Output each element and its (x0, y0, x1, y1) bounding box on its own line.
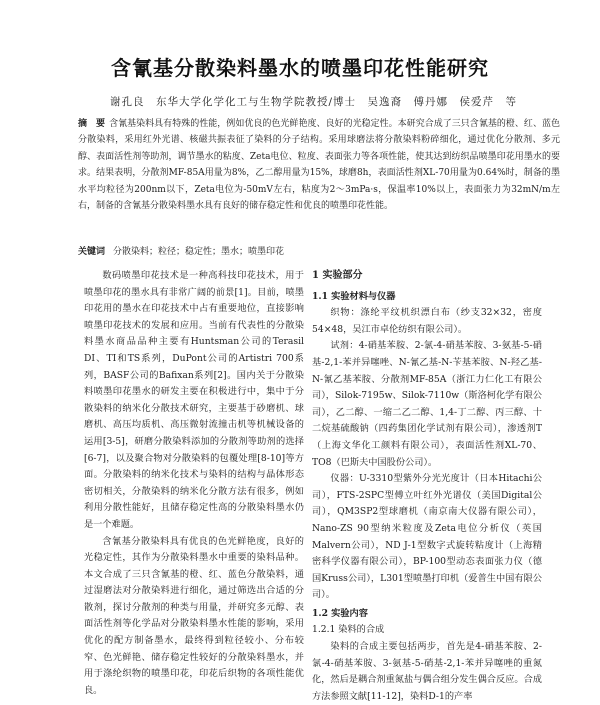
keywords (78, 244, 560, 257)
fabric-paragraph: 织物：涤纶平纹机织漂白布（纱支32×32，密度54×48，吴江市卓伦纺织有限公司）。 (312, 307, 542, 335)
synthesis-paragraph: 染料的合成主要包括两步，首先是4-硝基苯胺、2-氯-4-硝基苯胺、3-氨基-5-硝基-2,1-苯并异噻唑的重氮化，然后是耦合剂重氮盐与偶合组分发生偶合反应。合成方法参照文献[11-12]，染料D-1的产率 (312, 641, 542, 702)
paper-title: 含氰基分散染料墨水的喷墨印花性能研究 (111, 56, 489, 80)
subsubsection-heading-synthesis: 1.2.1 染料的合成 (312, 624, 385, 636)
intro-paragraph-1: 数码喷墨印花技术是一种高科技印花技术，用于喷墨印花的墨水具有非常广阔的前景[1]。目前，喷墨印花用的墨水在印花技术中占有重要地位，直接影响喷墨印花技术的发展和应用。当前有代表性的分散染料墨水商品品种主要有Huntsman公司的Terasil DI、TI和TS系列，DuPont公司的Artistri 700系列，BASF公司的Bafixan系列[2]。国内关于分散染料喷墨印花墨水的研发主要在积极进行中，集中于分散染料的纳米化分散技术研究，主要基于砂磨机、球磨机、高压均质机、高压微射流撞击机等机械设备的运用[3-5]，研磨分散染料添加的分散剂等助剂的选择[6-7]，以及聚合物对分散染料的包覆处理[8-10]等方面。分散染料的纳米化技术与染料的结构与晶体形态密切相关，分散染料的纳米化分散方法有很多，例如利用分散性能好，且储存稳定性高的分散染料墨水仍是一个难题。 (84, 270, 304, 530)
abstract-text: 含氰基染料具有特殊的性能，例如优良的色光鲜艳度、良好的光稳定性。本研究合成了三只含氰基的橙、红、蓝色分散染料，采用红外光谱、核磁共振表征了染料的分子结构。采用球磨法将分散染料粉碎细化，通过优化分散剂、多元醇、表面活性剂等助剂，调节墨水的粘度、Zeta电位、粒度、表面张力等各项性能，使其达到纺织品喷墨印花用墨水的要求。结果表明，分散剂MF-85A用量为8%，乙二醇用量为15%，球磨8h，表面活性剂XL-70用量为0.64%时，制备的墨水平均粒径为200nm以下，Zeta电位为-50mV左右，粘度为2～3mPa·s，保温率10%以上，表面张力为32mN/m左右，制备的含氰基分散染料墨水具有良好的储存稳定性和优良的喷墨印花性能。 (78, 119, 560, 212)
abstract-label: 摘 要 (78, 119, 106, 129)
subsection-heading-materials: 1.1 实验材料与仪器 (312, 290, 396, 302)
instruments-paragraph: 仪器：U-3310型紫外分光光度计（日本Hitachi公司），FTS-2SPC型傅立叶红外光谱仪（美国Digital公司），QM3SP2型球磨机（南京南大仪器有限公司），Nano-ZS 90型纳米粒度及Zeta电位分析仪（英国Malvern公司），ND J-1型数字式旋转粘度计（上海精密科学仪器有限公司），BP-100型动态表面张力仪（德国Kruss公司），L301型喷墨打印机（爱普生中国有限公司）。 (312, 473, 542, 601)
keywords-label: 关键词 (78, 247, 106, 257)
intro-paragraph-2: 含氰基分散染料具有优良的色光鲜艳度，良好的光稳定性，其作为分散染料墨水中重要的染料品种。本文合成了三只含氰基的橙、红、蓝色分散染料，通过湿磨法对分散染料进行细化，通过筛选出合适的分散剂，探讨分散剂的种类与用量，并研究多元醇、表面活性剂等化学品对分散染料墨水性能的影响，采用优化的配方制备墨水，最终得到粒径较小、分布较窄、色光鲜艳、储存稳定性较好的分散染料墨水，并用于涤纶织物的喷墨印花，印花后织物的各项性能优良。 (84, 535, 304, 696)
left-column (84, 268, 304, 699)
reagents-paragraph: 试剂：4-硝基苯胺、2-氯-4-硝基苯胺、3-氨基-5-硝基-2,1-苯并异噻唑、N-氰乙基-N-苄基苯胺、N-羟乙基-N-氰乙基苯胺、分散剂MF-85A（浙江力仁化工有限公司），Silok-7195w、Silok-7110w（斯洛柯化学有限公司），乙二醇、一缩二乙二醇、1,4-丁二醇、丙三醇、十二烷基硫酸钠（四药集团化学试剂有限公司），渗透剂T（上海文华化工颜料有限公司），表面活性剂XL-70、TO8（巴斯夫中国股份公司）。 (312, 340, 542, 468)
right-column (312, 268, 542, 705)
abstract (78, 116, 560, 214)
author-line: 谢孔良 东华大学化学化工与生物学院教授/博士 吴逸裔 傅丹娜 侯爱芹 等 (110, 96, 518, 108)
keywords-text: 分散染料；粒径；稳定性；墨水；喷墨印花 (113, 247, 285, 257)
subsection-heading-experiment: 1.2 实验内容 (312, 607, 368, 619)
section-heading: 1 实验部分 (312, 270, 363, 281)
